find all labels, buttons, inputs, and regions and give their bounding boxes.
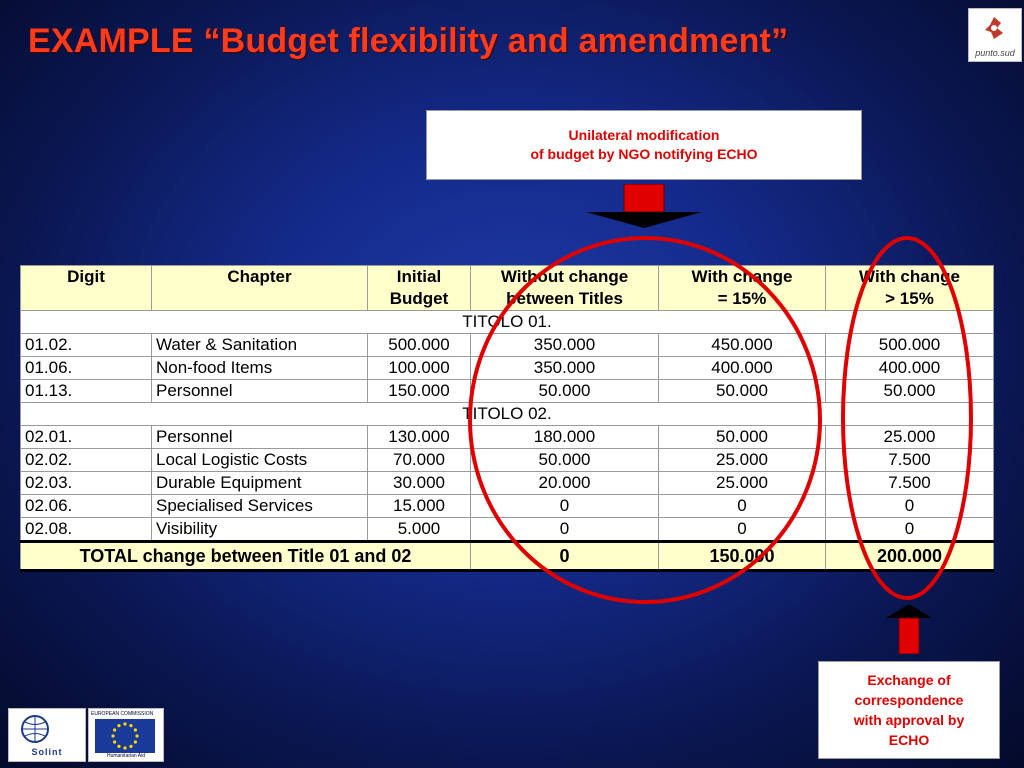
total-change-15: 150.000 <box>659 542 826 571</box>
punto-sud-icon <box>981 15 1007 41</box>
solint-label: Solint <box>31 747 63 757</box>
cell-change-15: 50.000 <box>659 426 826 449</box>
cell-without-change: 20.000 <box>471 472 659 495</box>
table-row <box>21 380 994 403</box>
cell-digit: 02.03. <box>21 472 152 495</box>
cell-without-change: 350.000 <box>471 334 659 357</box>
cell-change-over-15: 0 <box>826 518 994 542</box>
cell-without-change: 350.000 <box>471 357 659 380</box>
cell-without-change: 0 <box>471 495 659 518</box>
punto-sud-logo <box>968 8 1022 62</box>
titolo-01-label: TITOLO 01. <box>21 311 994 334</box>
cell-initial: 30.000 <box>368 472 471 495</box>
cell-change-15: 450.000 <box>659 334 826 357</box>
cell-digit: 01.06. <box>21 357 152 380</box>
cell-initial: 70.000 <box>368 449 471 472</box>
solint-logo <box>8 708 86 762</box>
cell-initial: 130.000 <box>368 426 471 449</box>
titolo-02-row <box>21 403 994 426</box>
note-exchange-correspondence <box>818 661 1000 759</box>
cell-chapter: Local Logistic Costs <box>152 449 368 472</box>
cell-change-over-15: 50.000 <box>826 380 994 403</box>
humanitarian-aid-label: Humanitarian Aid <box>106 753 146 759</box>
cell-initial: 500.000 <box>368 334 471 357</box>
cell-chapter: Non-food Items <box>152 357 368 380</box>
note-bottom-line3: with approval by <box>853 712 965 728</box>
arrow-down-icon <box>584 184 704 228</box>
titolo-01-row <box>21 311 994 334</box>
cell-initial: 150.000 <box>368 380 471 403</box>
table-row <box>21 518 994 542</box>
note-top-line2: of budget by NGO notifying ECHO <box>530 146 758 162</box>
col-header-with-change-over-15: With change > 15% <box>826 266 994 311</box>
note-unilateral-modification <box>426 110 862 180</box>
table-row <box>21 472 994 495</box>
table-row <box>21 449 994 472</box>
cell-without-change: 180.000 <box>471 426 659 449</box>
cell-without-change: 50.000 <box>471 449 659 472</box>
budget-table <box>20 265 994 572</box>
table-header-row <box>21 266 994 311</box>
cell-chapter: Water & Sanitation <box>152 334 368 357</box>
cell-change-over-15: 7.500 <box>826 472 994 495</box>
note-top-line1: Unilateral modification <box>568 127 720 143</box>
cell-chapter: Durable Equipment <box>152 472 368 495</box>
note-bottom-line1: Exchange of <box>867 672 951 688</box>
titolo-02-label: TITOLO 02. <box>21 403 994 426</box>
punto-sud-label: punto.sud <box>975 48 1015 58</box>
cell-change-over-15: 25.000 <box>826 426 994 449</box>
col-header-with-change-15: With change = 15% <box>659 266 826 311</box>
cell-chapter: Personnel <box>152 380 368 403</box>
cell-digit: 02.02. <box>21 449 152 472</box>
cell-digit: 02.01. <box>21 426 152 449</box>
note-bottom-line4: ECHO <box>888 732 930 748</box>
cell-change-15: 0 <box>659 518 826 542</box>
total-row <box>21 542 994 571</box>
cell-digit: 01.02. <box>21 334 152 357</box>
total-change-over-15: 200.000 <box>826 542 994 571</box>
eu-flag-icon <box>95 719 155 753</box>
cell-change-over-15: 7.500 <box>826 449 994 472</box>
table-row <box>21 357 994 380</box>
cell-initial: 100.000 <box>368 357 471 380</box>
col-header-without-change: Without change between Titles <box>471 266 659 311</box>
cell-initial: 5.000 <box>368 518 471 542</box>
cell-change-15: 400.000 <box>659 357 826 380</box>
cell-initial: 15.000 <box>368 495 471 518</box>
table-row <box>21 495 994 518</box>
arrow-up-icon <box>886 604 932 654</box>
cell-without-change: 0 <box>471 518 659 542</box>
cell-digit: 01.13. <box>21 380 152 403</box>
cell-change-15: 25.000 <box>659 472 826 495</box>
col-header-digit: Digit <box>21 266 152 311</box>
ec-humanitarian-aid-logo <box>88 708 164 762</box>
cell-change-15: 50.000 <box>659 380 826 403</box>
cell-digit: 02.06. <box>21 495 152 518</box>
cell-change-15: 0 <box>659 495 826 518</box>
slide-title: EXAMPLE “Budget flexibility and amendment” <box>28 22 789 60</box>
table-row <box>21 426 994 449</box>
table-row <box>21 334 994 357</box>
ec-label: EUROPEAN COMMISSION <box>91 711 154 717</box>
col-header-initial-budget: Initial Budget <box>368 266 471 311</box>
cell-without-change: 50.000 <box>471 380 659 403</box>
col-header-chapter: Chapter <box>152 266 368 311</box>
cell-change-15: 25.000 <box>659 449 826 472</box>
cell-chapter: Visibility <box>152 518 368 542</box>
note-bottom-line2: correspondence <box>854 692 964 708</box>
cell-chapter: Specialised Services <box>152 495 368 518</box>
solint-globe-icon <box>15 713 55 745</box>
cell-change-over-15: 500.000 <box>826 334 994 357</box>
total-label: TOTAL change between Title 01 and 02 <box>21 542 471 571</box>
cell-change-over-15: 0 <box>826 495 994 518</box>
cell-chapter: Personnel <box>152 426 368 449</box>
cell-digit: 02.08. <box>21 518 152 542</box>
cell-change-over-15: 400.000 <box>826 357 994 380</box>
total-without-change: 0 <box>471 542 659 571</box>
